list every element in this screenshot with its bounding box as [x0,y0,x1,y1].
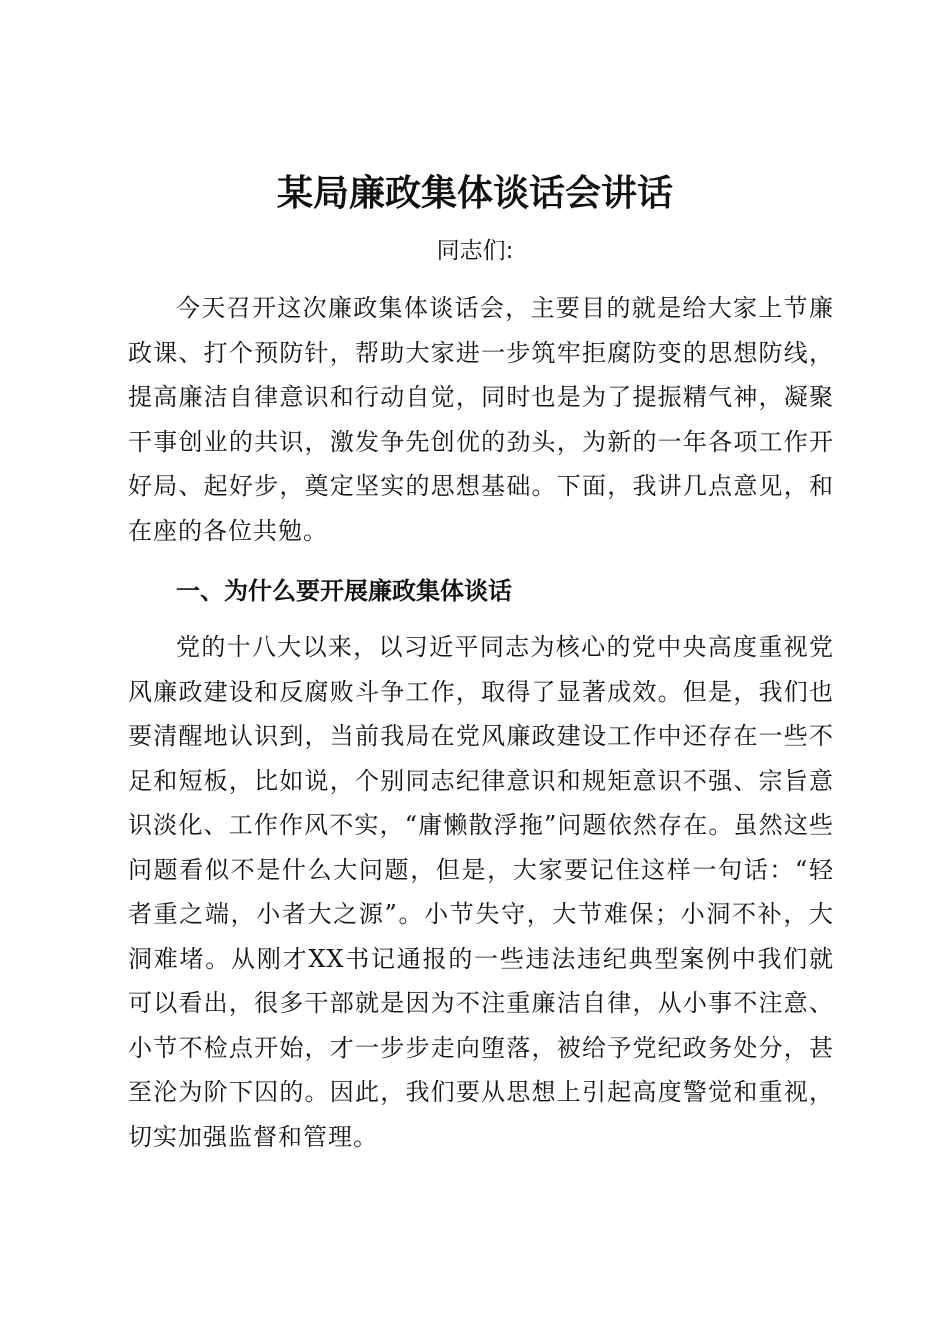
paragraph-intro: 今天召开这次廉政集体谈话会，主要目的就是给大家上节廉政课、打个预防针，帮助大家进一步筑牢拒腐防变的思想防线，提高廉洁自律意识和行动自觉，同时也是为了提振精气神，凝聚干事创业的共识，激发争先创优的劲头，为新的一年各项工作开好局、起好步，奠定坚实的思想基础。下面，我讲几点意见，和在座的各位共勉。 [128,294,834,545]
salutation: 同志们: [436,238,514,264]
section-heading: 一、为什么要开展廉政集体谈话 [176,577,512,605]
paragraph-section-1: 党的十八大以来，以习近平同志为核心的党中央高度重视党风廉政建设和反腐败斗争工作，取得了显著成效。但是，我们也要清醒地认识到，当前我局在党风廉政建设工作中还存在一些不足和短板，比如说，个别同志纪律意识和规矩意识不强、宗旨意识淡化、工作作风不实，“庸懒散浮拖”问题依然存在。虽然这些问题看似不是什么大问题，但是，大家要记住这样一句话：“轻者重之端，小者大之源”。小节失守，大节难保；小洞不补，大洞难堵。从刚才XX书记通报的一些违法违纪典型案例中我们就可以看出，很多干部就是因为不注重廉洁自律，从小事不注意、小节不检点开始，才一步步走向堕落，被给予党纪政务处分，甚至沦为阶下囚的。因此，我们要从思想上引起高度警觉和重视，切实加强监督和管理。 [128,633,834,1151]
document-title: 某局廉政集体谈话会讲话 [276,172,673,214]
